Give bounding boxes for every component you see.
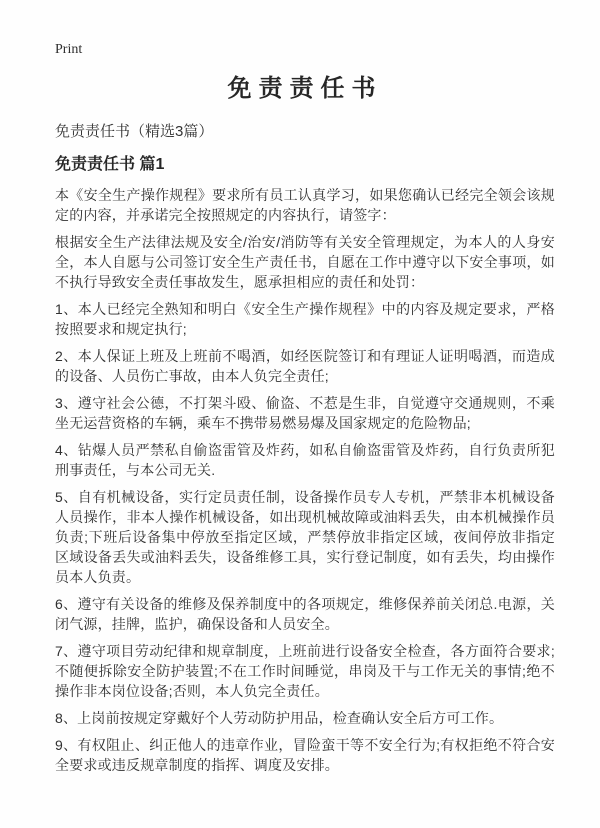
document-body <box>55 185 555 775</box>
clause-item-6: 6、遵守有关设备的维修及保养制度中的各项规定，维修保养前关闭总.电源，关闭气源，挂牌，监护，确保设备和人员安全。 <box>55 596 555 632</box>
clause-item-2: 2、本人保证上班及上班前不喝酒，如经医院签订和有理证人证明喝酒，而造成的设备、人员伤亡事故，由本人负完全责任; <box>55 348 555 384</box>
clause-item-1: 1、本人已经完全熟知和明白《安全生产操作规程》中的内容及规定要求，严格按照要求和规定执行; <box>55 301 555 337</box>
clause-item-9: 9、有权阻止、纠正他人的违章作业，冒险蛮干等不安全行为;有权拒绝不符合安全要求或违反规章制度的指挥、调度及安排。 <box>55 737 555 773</box>
document-title: 免责责任书 <box>227 75 383 102</box>
clause-item-5: 5、自有机械设备，实行定员责任制，设备操作员专人专机，严禁非本机械设备人员操作，非本人操作机械设备，如出现机械故障或油料丢失，由本机械操作员负责;下班后设备集中停放至指定区域，严禁停放非指定区域，夜间停放非指定区域设备丢失或油料丢失，设备维修工具，实行登记制度，如有丢失，均由操作员本人负责。 <box>55 489 555 585</box>
section-title: 免责责任书 篇1 <box>55 156 165 173</box>
print-link[interactable]: Print <box>55 42 83 57</box>
clause-item-8: 8、上岗前按规定穿戴好个人劳动防护用品，检查确认安全后方可工作。 <box>55 710 504 726</box>
intro-paragraph-1: 本《安全生产操作规程》要求所有员工认真学习，如果您确认已经完全领会该规定的内容，并承诺完全按照规定的内容执行，请签字： <box>55 187 555 223</box>
intro-paragraph-2: 根据安全生产法律法规及安全/治安/消防等有关安全管理规定，为本人的人身安全，本人自愿与公司签订安全生产责任书，自愿在工作中遵守以下安全事项，如不执行导致安全责任事故发生，愿承担相应的责任和处罚： <box>55 234 555 290</box>
clause-item-4: 4、钻爆人员严禁私自偷盗雷管及炸药，如私自偷盗雷管及炸药，自行负责所犯刑事责任，与本公司无关. <box>55 442 555 478</box>
document-subtitle: 免责责任书（精选3篇） <box>55 123 214 140</box>
clause-item-7: 7、遵守项目劳动纪律和规章制度，上班前进行设备安全检查，各方面符合要求;不随便拆除安全防护装置;不在工作时间睡觉，串岗及干与工作无关的事情;绝不操作非本岗位设备;否则，本人负完全责任。 <box>55 643 555 699</box>
clause-item-3: 3、遵守社会公德，不打架斗殴、偷盗、不惹是生非，自觉遵守交通规则，不乘坐无运营资格的车辆，乘车不携带易燃易爆及国家规定的危险物品; <box>55 395 555 431</box>
